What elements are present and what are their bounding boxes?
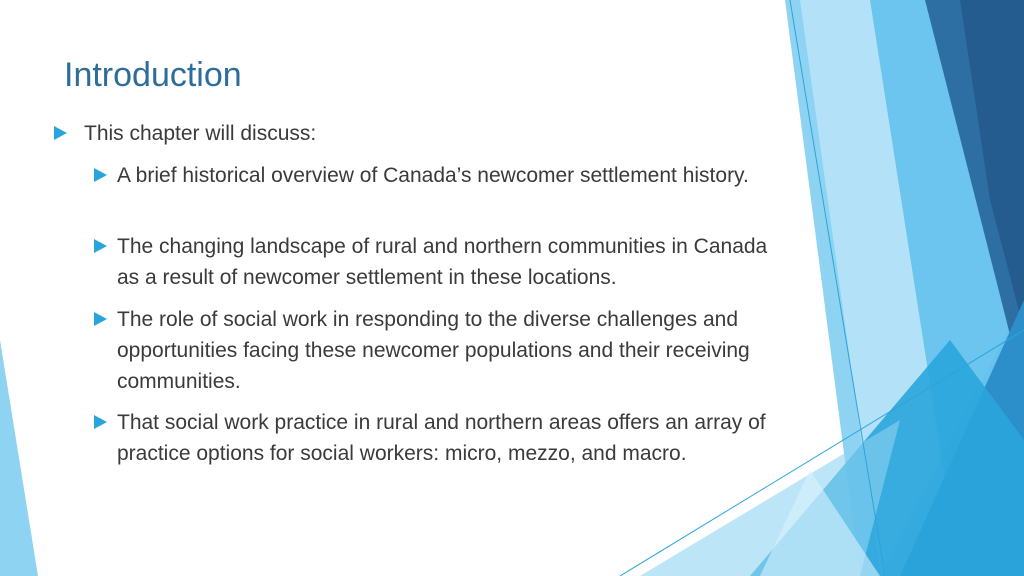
triangle-right-icon: [94, 168, 107, 182]
triangle-right-icon: [94, 239, 107, 253]
sub-bullet-4: [94, 407, 784, 469]
bullet-intro: [54, 118, 754, 149]
triangle-right-icon: [94, 415, 107, 429]
bullet-intro-text: This chapter will discuss:: [84, 122, 317, 145]
sub-bullet-4-text: That social work practice in rural and northern areas offers an array of practice options for social workers: micro, mezzo, and macro.: [117, 411, 766, 465]
sub-bullet-2-text: The changing landscape of rural and northern communities in Canada as a result of newcomer settlement in these locations.: [117, 235, 768, 289]
sub-bullet-1: [94, 160, 784, 191]
triangle-right-icon: [54, 126, 67, 140]
sub-bullet-1-text: A brief historical overview of Canada’s newcomer settlement history.: [117, 164, 749, 187]
sub-bullet-3: [94, 304, 784, 397]
sub-bullet-3-text: The role of social work in responding to the diverse challenges and opportunities facing these newcomer populations and their receiving communities.: [117, 308, 750, 393]
slide-title: Introduction: [64, 56, 242, 94]
sub-bullet-2: [94, 231, 784, 293]
left-edge-shape: [0, 340, 38, 576]
triangle-right-icon: [94, 312, 107, 326]
